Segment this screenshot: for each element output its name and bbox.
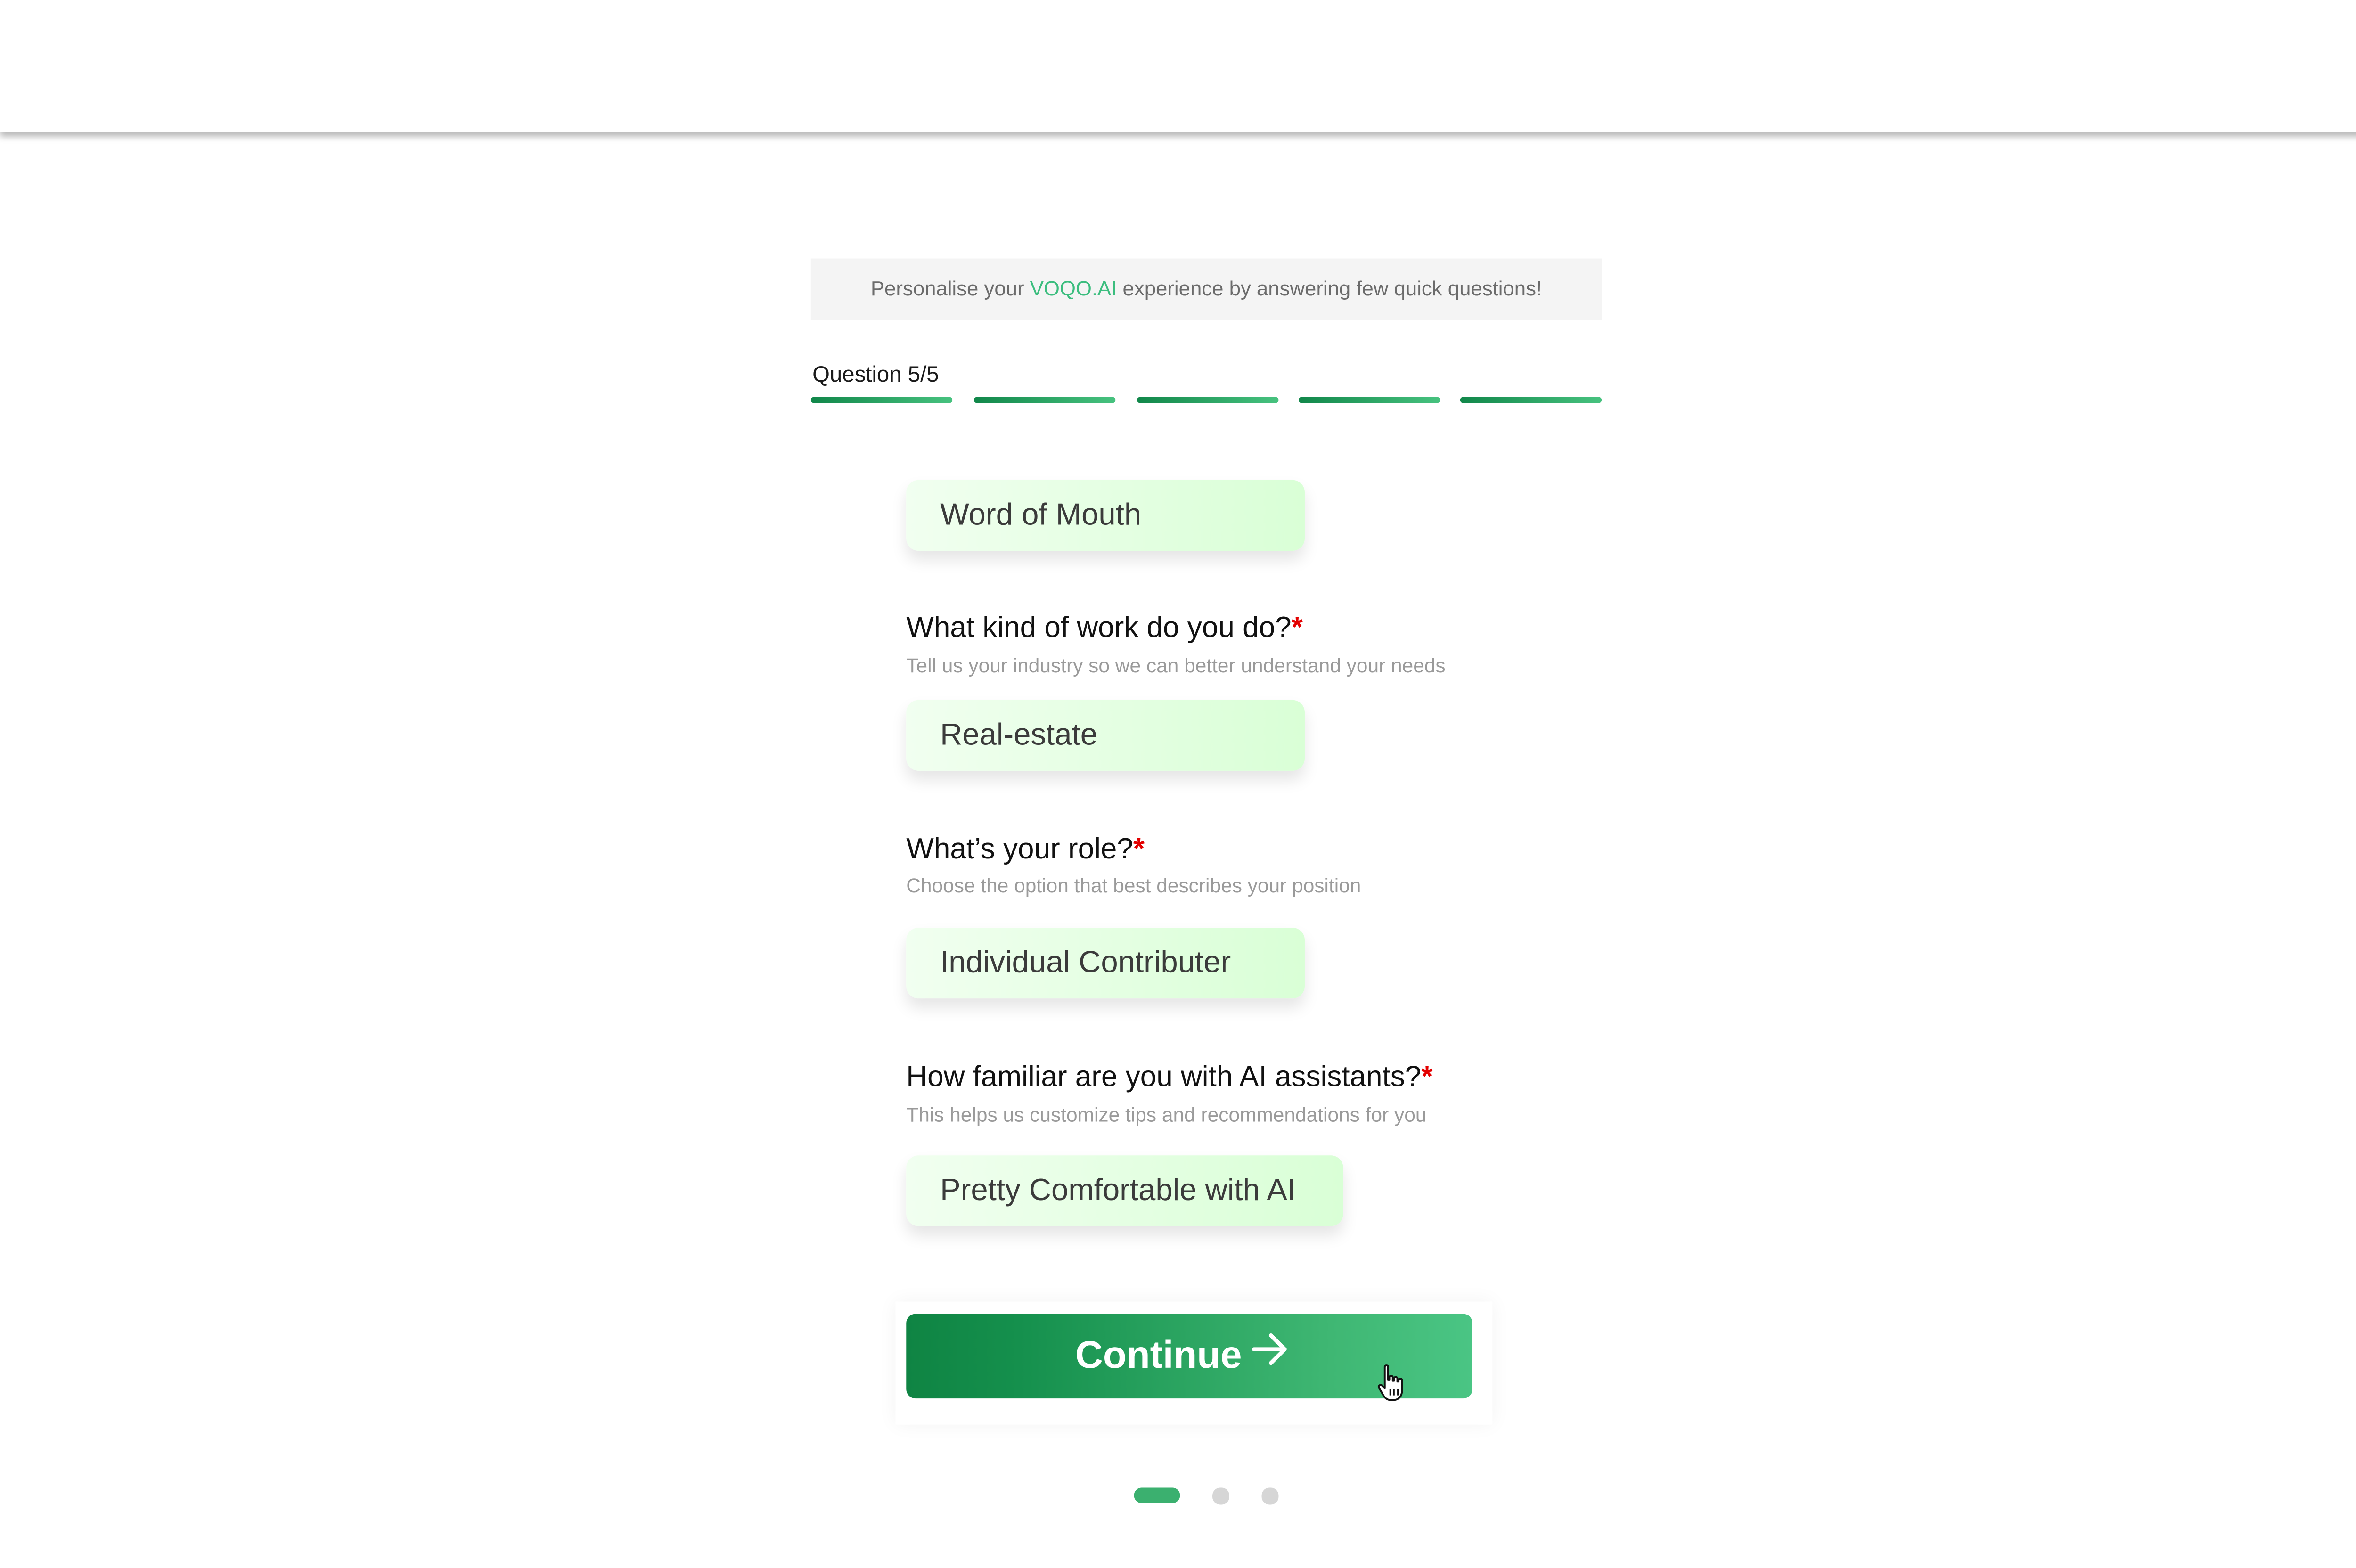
question-title-ai-familiarity-text: How familiar are you with AI assistants? [906, 1062, 1422, 1094]
pagination-dot-3[interactable] [1262, 1488, 1279, 1505]
question-subtitle-work: Tell us your industry so we can better understand your needs [906, 653, 1446, 677]
intro-text-before: Personalise your [870, 277, 1030, 300]
question-counter: Question 5/5 [812, 363, 939, 388]
question-subtitle-role: Choose the option that best describes your position [906, 874, 1361, 897]
pagination-dot-2[interactable] [1212, 1488, 1229, 1505]
intro-text-after: experience by answering few quick questions! [1117, 277, 1542, 300]
progress-segment-2 [974, 397, 1115, 403]
question-title-role-text: What’s your role? [906, 833, 1133, 866]
arrow-right-icon [1251, 1312, 1291, 1397]
answer-chip-role[interactable]: Individual Contributer [906, 928, 1305, 998]
continue-button-label: Continue [1075, 1334, 1242, 1377]
answer-chip-ai-familiarity[interactable]: Pretty Comfortable with AI [906, 1155, 1343, 1226]
answer-chip-work[interactable]: Real-estate [906, 700, 1305, 771]
progress-segment-5 [1460, 397, 1602, 403]
brand-name: VOQO.AI [1030, 277, 1117, 300]
question-title-role [906, 834, 1145, 868]
top-bar [0, 0, 2356, 132]
progress-segment-3 [1137, 397, 1278, 403]
required-asterisk: * [1133, 833, 1145, 866]
intro-banner [811, 259, 1602, 320]
required-asterisk: * [1421, 1062, 1433, 1094]
question-title-ai-familiarity [906, 1062, 1432, 1095]
pagination-dot-active[interactable] [1134, 1488, 1180, 1503]
question-title-work [906, 612, 1303, 646]
progress-segment-4 [1299, 397, 1440, 403]
progress-segment-1 [811, 397, 952, 403]
hand-pointer-cursor-icon [1375, 1363, 1409, 1403]
required-asterisk: * [1291, 612, 1303, 645]
question-subtitle-ai-familiarity: This helps us customize tips and recommendations for you [906, 1103, 1427, 1127]
question-title-work-text: What kind of work do you do? [906, 612, 1292, 645]
answer-chip-referral[interactable]: Word of Mouth [906, 480, 1305, 551]
